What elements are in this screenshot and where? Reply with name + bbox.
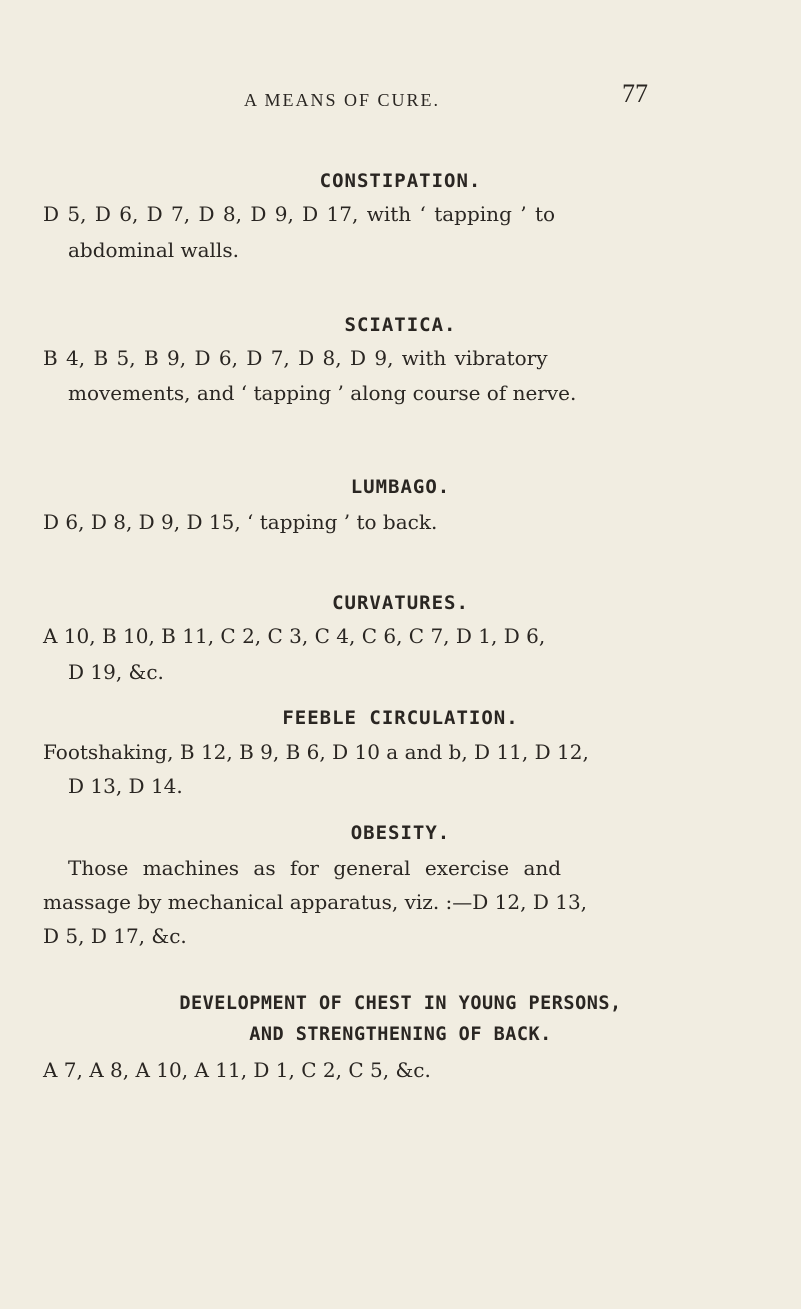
section-title-development: DEVELOPMENT OF CHEST IN YOUNG PERSONS, — [179, 993, 622, 1014]
section-text-line: Footshaking, B 12, B 9, B 6, D 10 a and b, D 11, D 12, — [43, 740, 589, 764]
section-title-development-line-2: AND STRENGTHENING OF BACK. — [249, 1024, 552, 1045]
section-text-line: movements, and ‘ tapping ’ along course of nerve. — [68, 381, 577, 405]
section-text-line: A 10, B 10, B 11, C 2, C 3, C 4, C 6, C 7, D 1, D 6, — [43, 624, 546, 648]
running-head: A MEANS OF CURE. — [244, 90, 441, 110]
section-text-line: D 5, D 17, &c. — [43, 924, 187, 948]
section-title-lumbago: LUMBAGO. — [350, 476, 451, 498]
section-title-constipation: CONSTIPATION. — [319, 170, 482, 192]
section-text-line: D 5, D 6, D 7, D 8, D 9, D 17, with ‘ tapping ’ to — [43, 202, 556, 226]
section-text-line: Those machines as for general exercise and — [68, 856, 562, 880]
section-text-line: A 7, A 8, A 10, A 11, D 1, C 2, C 5, &c. — [43, 1058, 431, 1082]
section-text-line: B 4, B 5, B 9, D 6, D 7, D 8, D 9, with vibratory — [43, 346, 548, 370]
section-text-line: abdominal walls. — [68, 238, 239, 262]
page-number: 77 — [622, 79, 648, 108]
section-title-sciatica: SCIATICA. — [344, 314, 457, 336]
section-title-feeble-circulation: FEEBLE CIRCULATION. — [282, 707, 519, 729]
section-text-line: D 6, D 8, D 9, D 15, ‘ tapping ’ to back. — [43, 510, 438, 534]
section-text-line: D 19, &c. — [68, 660, 164, 684]
section-title-obesity: OBESITY. — [350, 822, 451, 844]
section-text-line: massage by mechanical apparatus, viz. :—D 12, D 13, — [43, 890, 588, 914]
section-title-curvatures: CURVATURES. — [332, 592, 469, 614]
section-text-line: D 13, D 14. — [68, 774, 183, 798]
